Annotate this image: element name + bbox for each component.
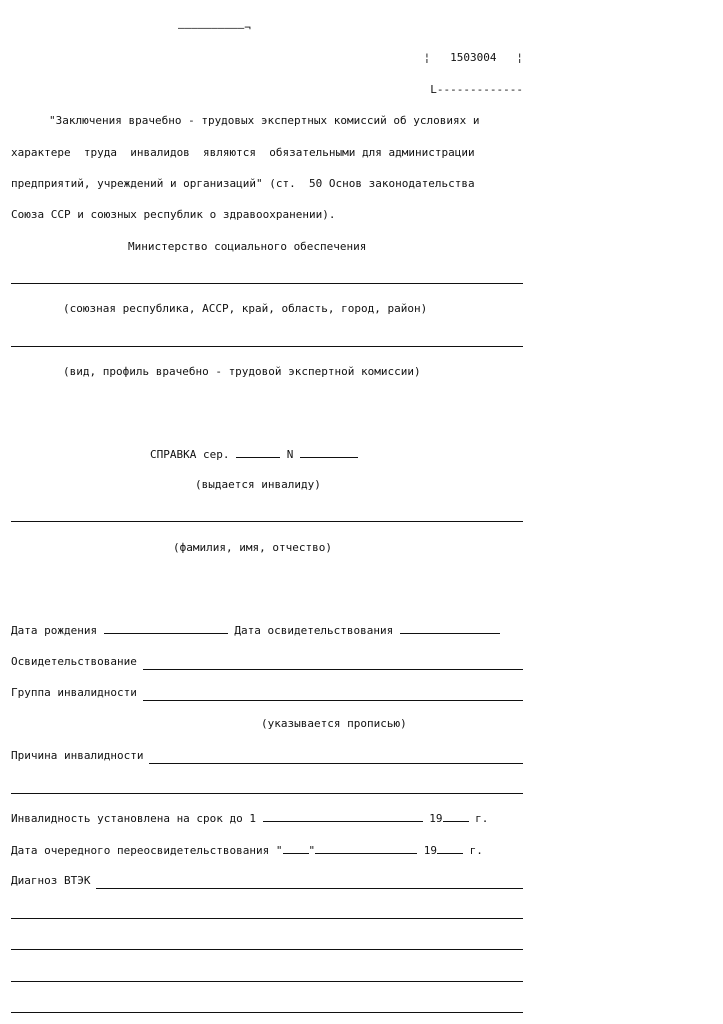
commission-line [11, 346, 523, 347]
quote-line-1: "Заключения врачебно - трудовых экспертных комиссий об условиях и [49, 114, 480, 127]
diagnosis-extra-line-4 [11, 1012, 523, 1013]
reexam-year-prefix: 19 [423, 844, 438, 857]
reexam-year-blank [437, 842, 463, 854]
name-caption: (фамилия, имя, отчество) [173, 541, 332, 554]
disability-cause-row [11, 748, 523, 764]
issued-to-caption: (выдается инвалиду) [195, 478, 321, 491]
birth-date-label: Дата рождения [11, 624, 98, 637]
term-row [11, 810, 523, 826]
exam-date-label: Дата освидетельствования [234, 624, 394, 637]
quote-line-2: характере труда инвалидов являются обязательными для администрации [11, 146, 475, 159]
reexam-day-blank [283, 842, 309, 854]
certificate-number-label: N [286, 448, 294, 461]
examination-label: Освидетельствование [11, 655, 137, 668]
name-line [11, 521, 523, 522]
reexam-row [11, 842, 523, 858]
ministry-title: Министерство социального обеспечения [128, 240, 367, 253]
quote-line-4: Союза ССР и союзных республик о здравоохранении). [11, 208, 336, 221]
diagnosis-row [11, 873, 523, 889]
diagnosis-extra-line-1 [11, 918, 523, 919]
diagnosis-extra-line-2 [11, 949, 523, 950]
group-hint-caption: (указывается прописью) [261, 717, 407, 730]
certificate-title [150, 446, 380, 462]
term-blank [263, 810, 423, 822]
diagnosis-blank [96, 877, 523, 889]
diagnosis-label: Диагноз ВТЭК [11, 874, 91, 887]
series-blank [236, 446, 280, 458]
reexam-quote-open: " [275, 844, 283, 857]
reexam-year-suffix: г. [469, 844, 483, 857]
quote-line-3: предприятий, учреждений и организаций" (ст. 50 Основ законодательства [11, 177, 475, 190]
stamp-code: ¦ 1503004 ¦ [423, 51, 523, 64]
examination-blank [143, 658, 523, 670]
reexam-label: Дата очередного переосвидетельствования [11, 844, 270, 857]
commission-caption: (вид, профиль врачебно - трудовой экспертной комиссии) [63, 365, 421, 378]
reexam-quote-close: " [308, 844, 316, 857]
certificate-series-label: СПРАВКА сер. [150, 448, 230, 461]
reexam-month-blank [315, 842, 417, 854]
diagnosis-extra-line-3 [11, 981, 523, 982]
disability-group-blank [143, 689, 523, 701]
disability-cause-blank [149, 752, 523, 764]
region-line [11, 283, 523, 284]
term-year-blank [443, 810, 469, 822]
examination-row [11, 654, 523, 670]
stamp-top-mark: ——————————¬ [178, 21, 251, 34]
term-year-suffix: г. [475, 812, 489, 825]
birth-date-blank [104, 622, 228, 634]
stamp-bottom-mark: L------------- [430, 83, 523, 96]
dates-row [11, 622, 523, 638]
exam-date-blank [400, 622, 500, 634]
disability-cause-label: Причина инвалидности [11, 749, 144, 762]
region-caption: (союзная республика, АССР, край, область, город, район) [63, 302, 428, 315]
term-label: Инвалидность установлена на срок до 1 [11, 812, 257, 825]
number-blank [300, 446, 358, 458]
disability-group-label: Группа инвалидности [11, 686, 137, 699]
disability-group-row [11, 685, 523, 701]
term-year-prefix: 19 [429, 812, 443, 825]
cause-extra-line [11, 793, 523, 794]
